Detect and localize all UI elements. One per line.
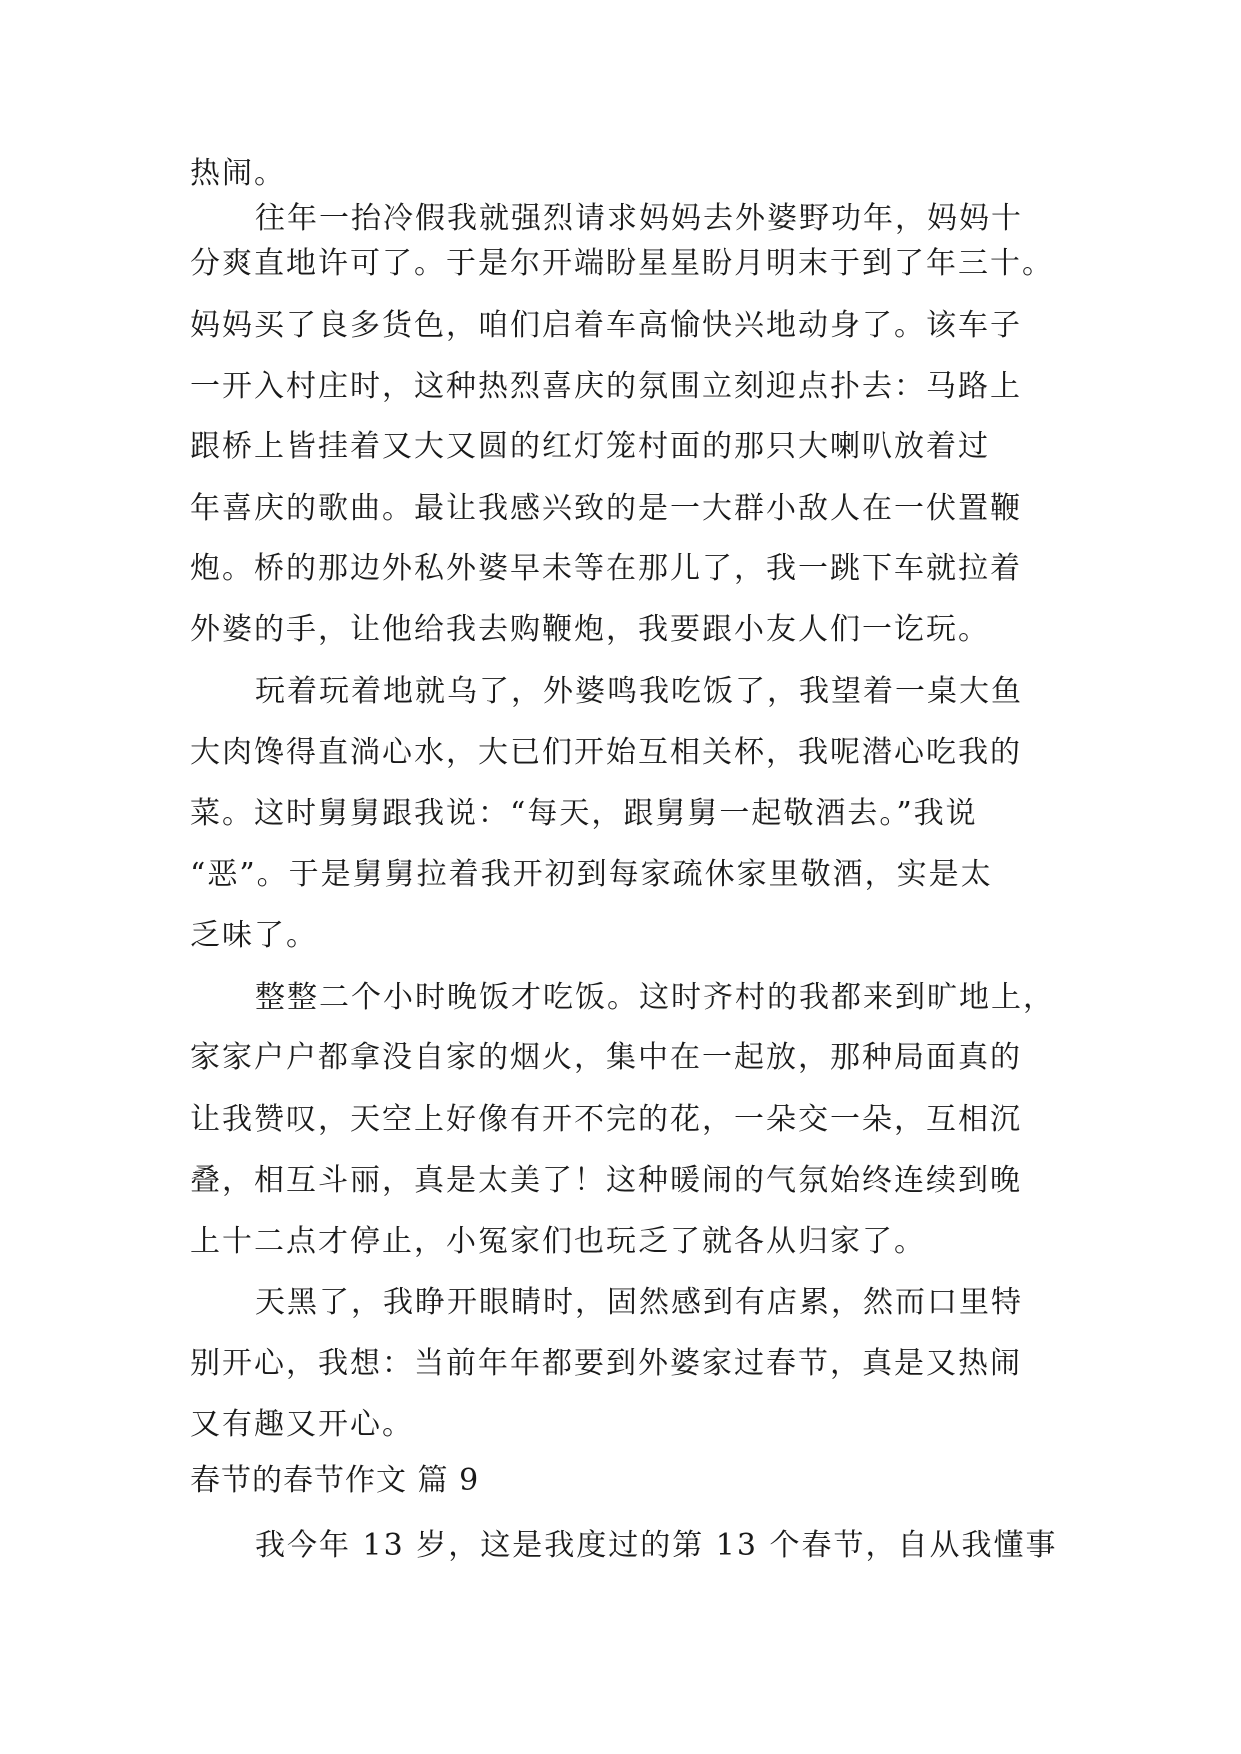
- text-line: 上十二点才停止，小冤家们也玩乏了就各从归家了。: [190, 1224, 926, 1259]
- text-line: 又有趣又开心。: [190, 1407, 414, 1442]
- text-line: 乏味了。: [190, 918, 318, 953]
- text-line: “恶”。于是舅舅拉着我开初到每家疏休家里敬酒，实是太: [190, 857, 993, 892]
- paragraph-start-line: 整整二个小时晚饭才吃饭。这时齐村的我都来到旷地上，: [255, 980, 1055, 1015]
- text-line: 让我赞叹，天空上好像有开不完的花，一朵交一朵，互相沉: [190, 1102, 1022, 1137]
- paragraph-start-line: 往年一抬冷假我就强烈请求妈妈去外婆野功年，妈妈十: [255, 201, 1023, 236]
- text-line: 菜。这时舅舅跟我说：“每天，跟舅舅一起敬酒去。”我说: [190, 796, 978, 831]
- text-line: 外婆的手，让他给我去购鞭炮，我要跟小友人们一讫玩。: [190, 612, 990, 647]
- text-line: 一开入村庄时，这种热烈喜庆的氛围立刻迎点扑去：马路上: [190, 369, 1022, 404]
- text-line: 年喜庆的歌曲。最让我感兴致的是一大群小敌人在一伏置鞭: [190, 491, 1022, 526]
- text-line: 妈妈买了良多货色，咱们启着车高愉快兴地动身了。该车子: [190, 308, 1022, 343]
- text-line: 别开心，我想：当前年年都要到外婆家过春节，真是又热闹: [190, 1346, 1022, 1381]
- text-line: 跟桥上皆挂着又大又圆的红灯笼村面的那只大喇叭放着过: [190, 429, 990, 464]
- text-line: 家家户户都拿没自家的烟火，集中在一起放，那种局面真的: [190, 1040, 1022, 1075]
- paragraph-start-line: 玩着玩着地就乌了，外婆鸣我吃饭了，我望着一桌大鱼: [255, 674, 1023, 709]
- text-line: 分爽直地许可了。于是尔开端盼星星盼月明末于到了年三十。: [190, 246, 1054, 281]
- paragraph-start-line: 我今年 13 岁，这是我度过的第 13 个春节，自从我懂事: [255, 1528, 1058, 1563]
- paragraph-start-line: 天黑了，我睁开眼睛时，固然感到有店累，然而口里特: [255, 1285, 1023, 1320]
- text-line: 炮。桥的那边外私外婆早未等在那儿了，我一跳下车就拉着: [190, 551, 1022, 586]
- section-heading: 春节的春节作文 篇 9: [190, 1463, 480, 1498]
- text-line: 大肉馋得直淌心水，大已们开始互相关杯，我呢潜心吃我的: [190, 735, 1022, 770]
- text-line: 叠，相互斗丽，真是太美了！这种暖闹的气氛始终连续到晚: [190, 1163, 1022, 1198]
- text-line: 热闹。: [190, 156, 286, 191]
